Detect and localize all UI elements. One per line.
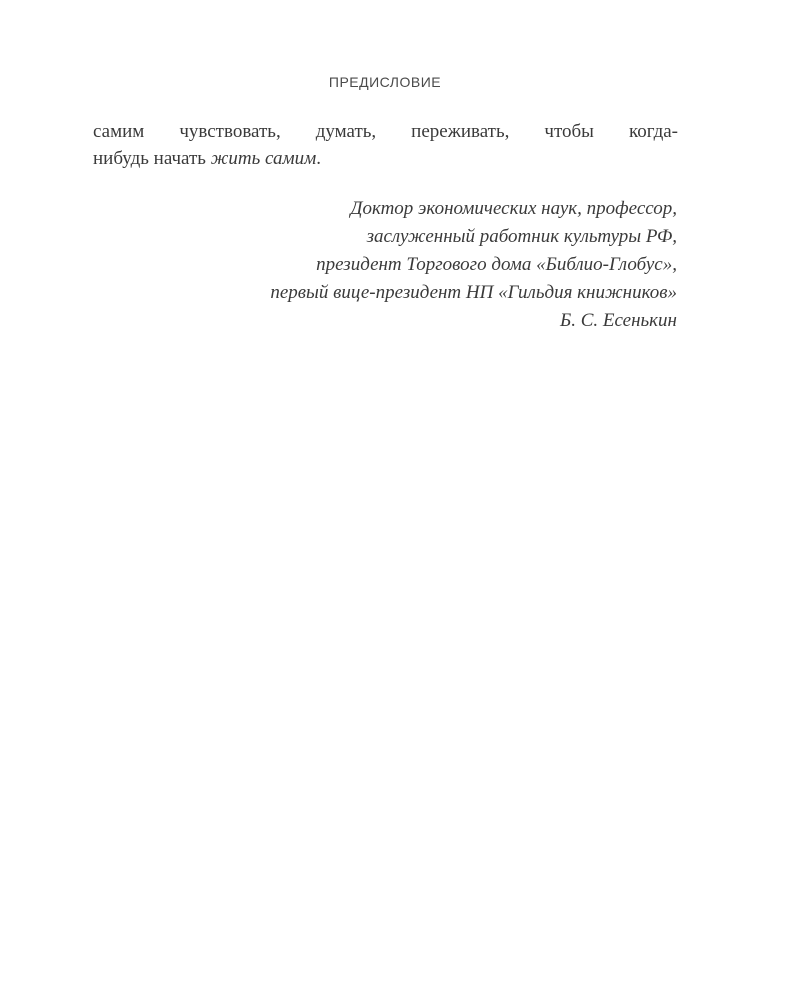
signature-title-line: первый вице-президент НП «Гильдия книжников»	[270, 282, 677, 303]
body-line-2	[93, 145, 678, 172]
signature-title-line: президент Торгового дома «Библио-Глобус»,	[316, 254, 677, 275]
signature-author-name: Б. С. Есенькин	[560, 310, 677, 331]
body-line-2-text: нибудь начать	[93, 148, 211, 169]
body-emphasis: жить самим	[210, 148, 317, 169]
signature-title-line: Доктор экономических наук, профессор,	[350, 198, 677, 219]
body-paragraph	[93, 118, 678, 172]
signature-block	[77, 195, 677, 335]
running-head: ПРЕДИСЛОВИЕ	[328, 74, 442, 90]
body-line-2-end: .	[316, 148, 321, 169]
signature-title-line: заслуженный работник культуры РФ,	[366, 226, 677, 247]
body-line-1: самим чувствовать, думать, переживать, чтобы когда-	[93, 121, 678, 142]
